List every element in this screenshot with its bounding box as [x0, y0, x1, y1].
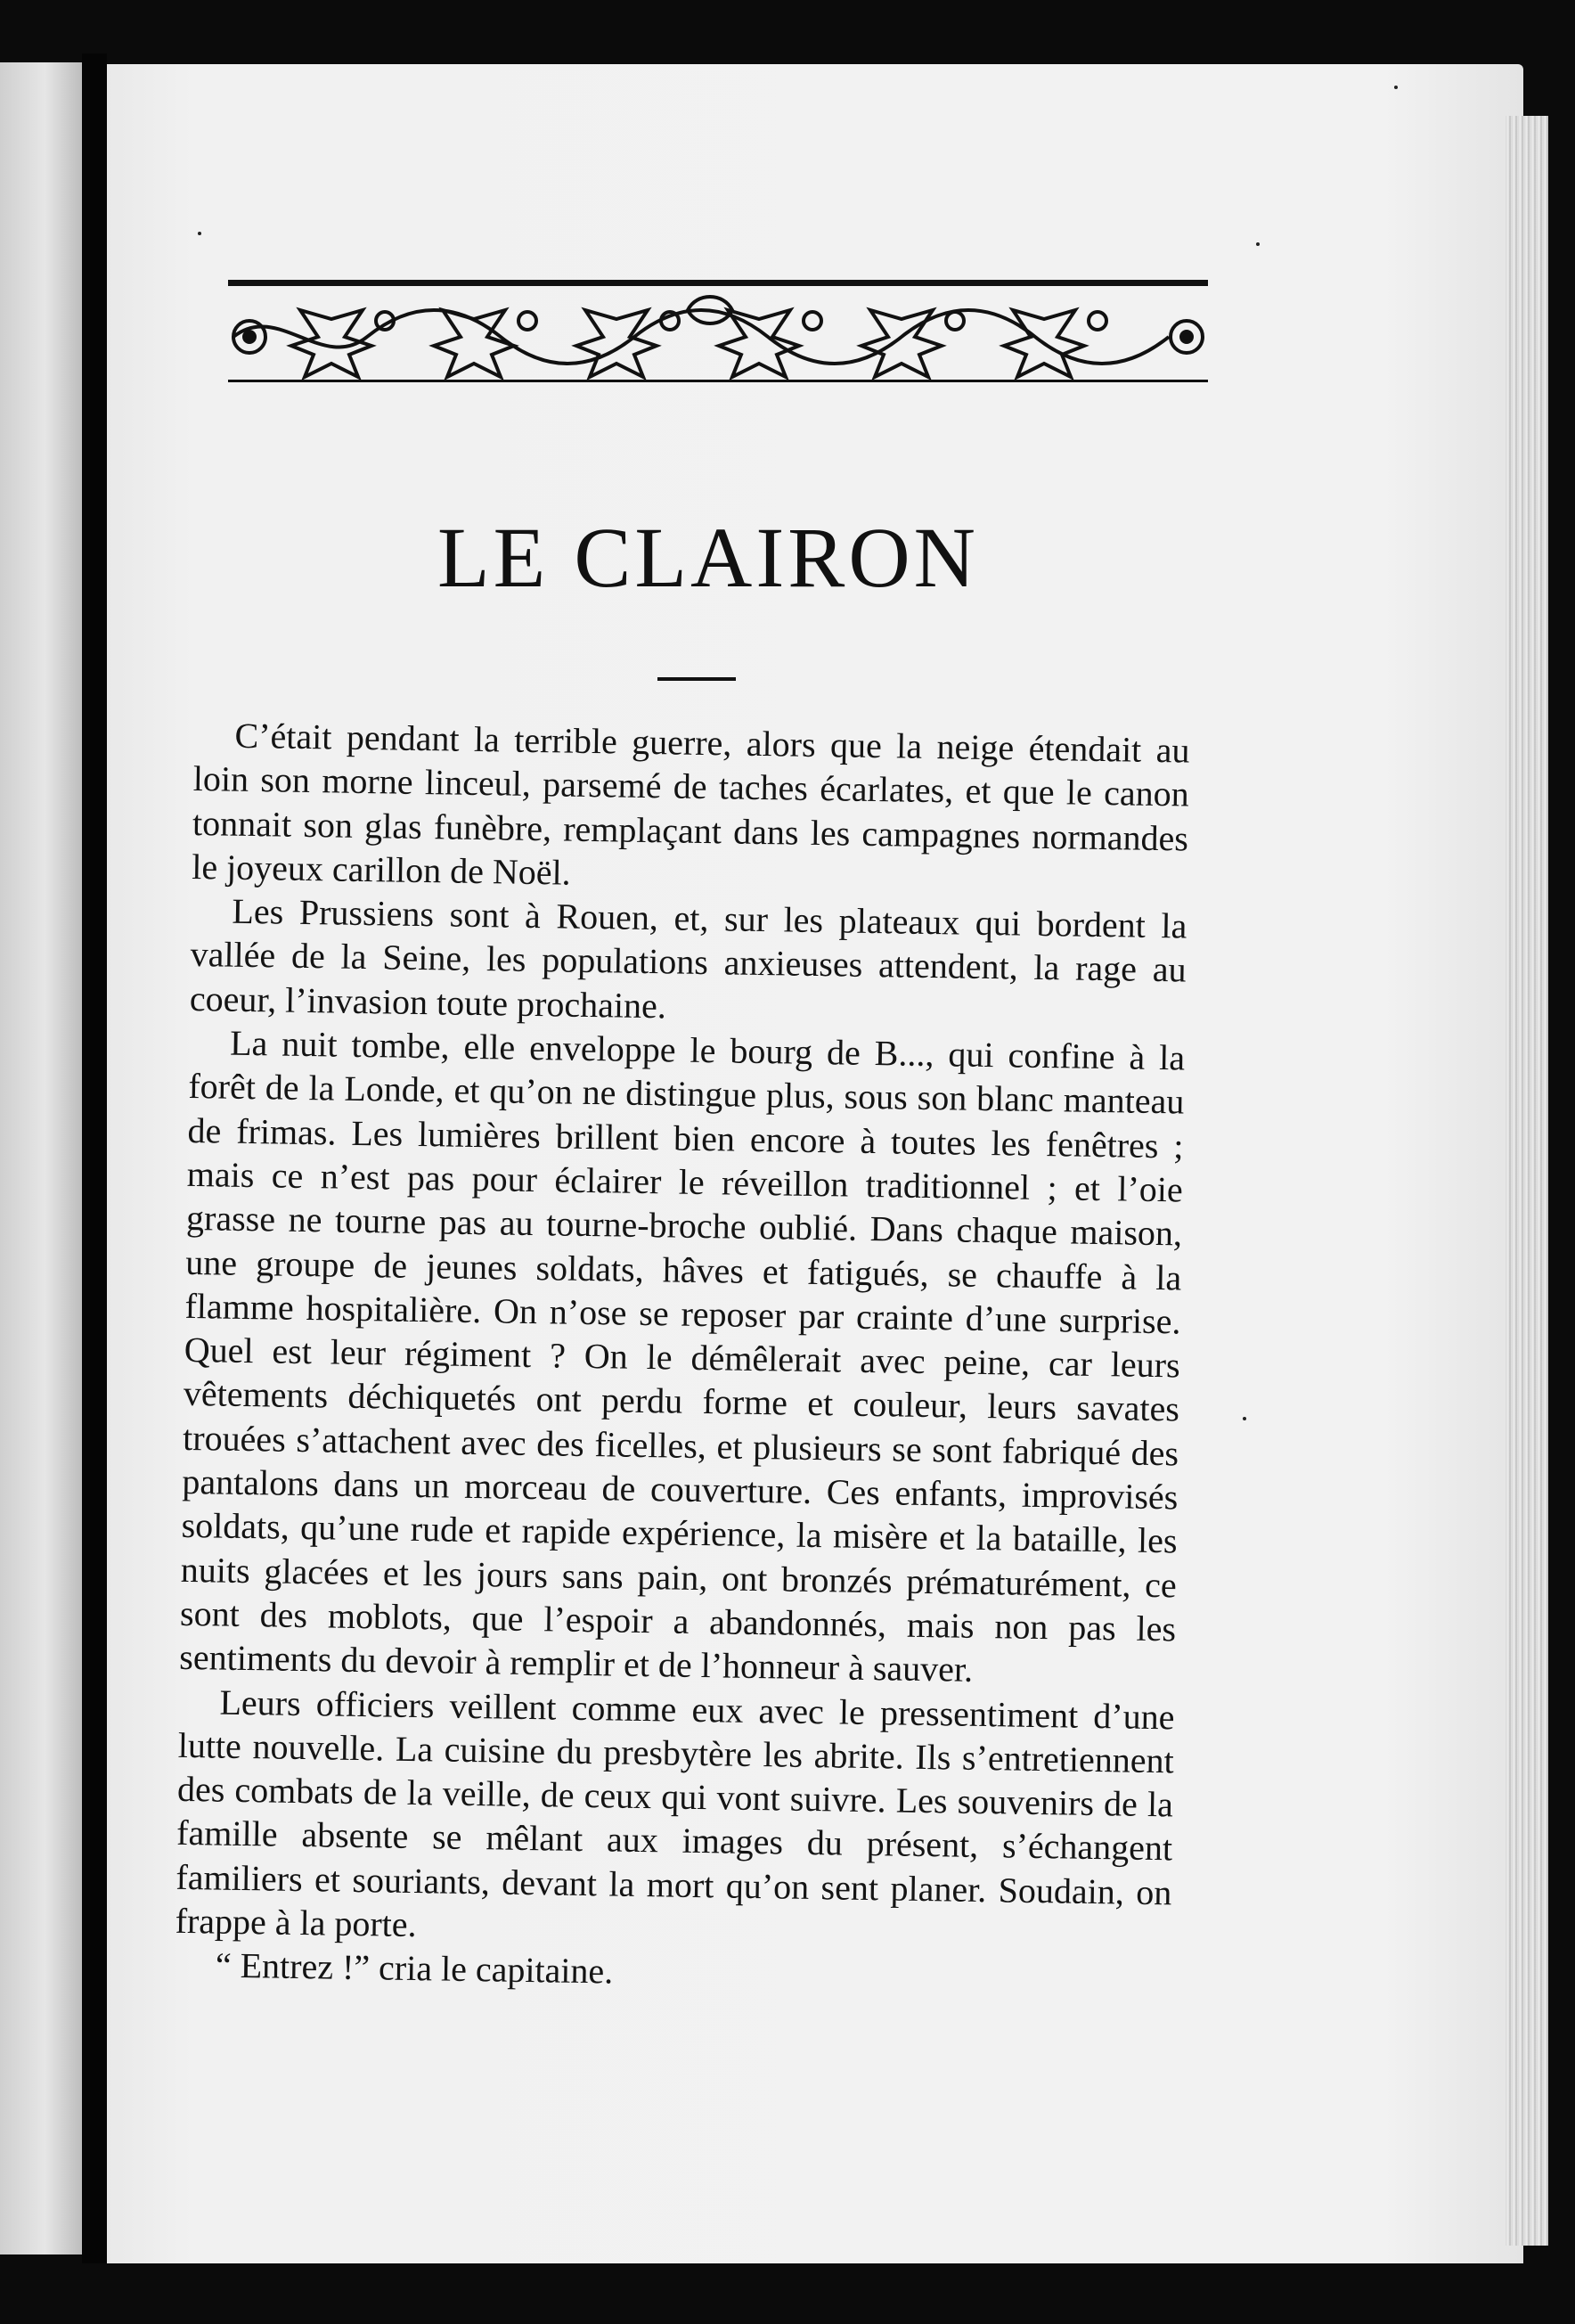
left-page-edge [0, 62, 82, 2254]
paragraph-5: “ Entrez !” cria le capitaine. [215, 1944, 614, 1992]
title-divider [657, 677, 736, 681]
paragraph-4: Leurs officiers veillent comme eux avec le pressentiment d’une lutte nouvelle. La cuisine du presbytère les abrite. Ils s’entretiennent des combats de la veille, de ceux qui vont suivre. Les souvenirs de la famille absente se mêlant aux images du présent, s’échangent familiers et souriants, devant la mort qu’on sent planer. Soudain, on frappe à la porte. [175, 1682, 1175, 1945]
dust-speck [1243, 1417, 1246, 1420]
chapter-body [175, 713, 1190, 2002]
paragraph-1: C’était pendant la terrible guerre, alors que la neige étendait au loin son morne linceul, parsemé de taches écarlates, et que le canon tonnait son glas funèbre, remplaçant dans les campagnes normandes le joyeux carillon de Noël. [191, 715, 1190, 893]
paragraph-3: La nuit tombe, elle enveloppe le bourg de B..., qui confine à la forêt de la Londe, et qu’on ne distingue plus, sous son blanc manteau de frimas. Les lumières brillent bien encore à toutes les fenêtres ; mais ce n’est pas pour éclairer le réveillon traditionnel ; et l’oie grasse ne tourne pas au tourne-broche oublié. Dans chaque maison, une groupe de jeunes soldats, hâves et fatigués, se chauffe à la flamme hospitalière. On n’ose se reposer par crainte d’une surprise. Quel est leur régiment ? On le démêlerait avec peine, car leurs vêtements déchiquetés ont perdu forme et couleur, leurs savates trouées s’attachent avec des ficelles, et plusieurs se sont fabriqué des pantalons dans un morceau de couverture. Ces enfants, improvisés soldats, qu’une rude et rapide expérience, la misère et la bataille, les nuits glacées et les jours sans pain, ont bronzés prématurément, ce sont des moblots, que l’espoir a abandonnés, mais non pas les sentiments du devoir à remplir et de l’honneur à sauver. [179, 1022, 1186, 1690]
book-gutter [82, 53, 107, 2263]
page-edges [1506, 116, 1548, 2246]
dust-speck [1256, 242, 1260, 246]
paragraph-2: Les Prussiens sont à Rouen, et, sur les plateaux qui bordent la vallée de la Seine, les populations anxieuses attendent, la rage au coeur, l’invasion toute prochaine. [189, 890, 1187, 1027]
page-title: LE CLAIRON [437, 510, 979, 605]
dust-speck [198, 232, 201, 235]
floral-ornament-header [224, 274, 1212, 428]
dust-speck [1394, 86, 1398, 89]
